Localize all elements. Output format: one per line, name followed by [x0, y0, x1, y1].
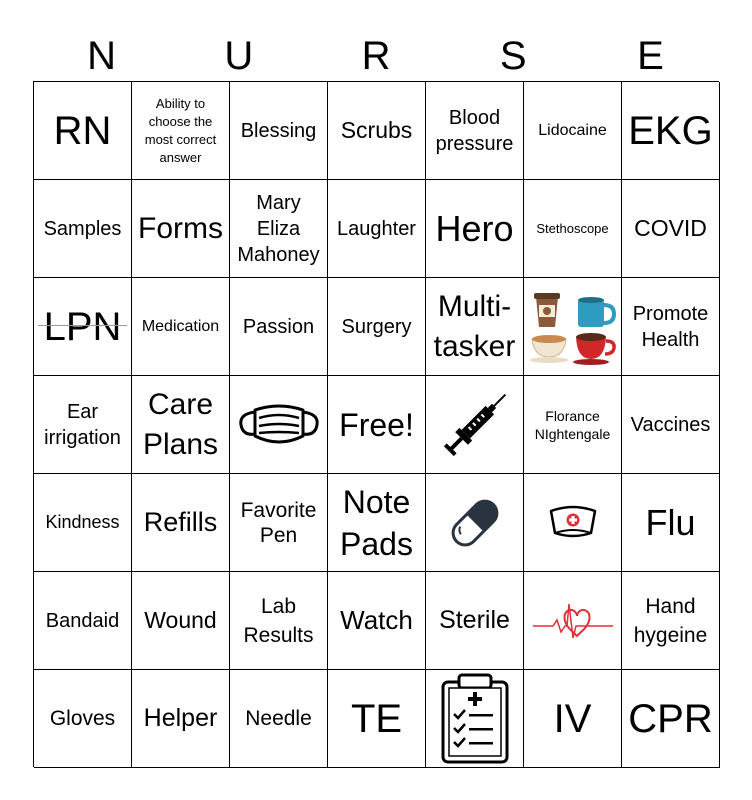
cell-text: Hero [435, 207, 514, 249]
cell-text: Promote Health [632, 302, 709, 351]
cell-text: Lidocaine [538, 122, 607, 139]
cell-text: Passion [242, 315, 315, 338]
cell-text: Favorite Pen [240, 498, 317, 547]
cell-text: Helper [143, 704, 218, 732]
bingo-cell[interactable] [34, 82, 132, 180]
face-mask-icon [237, 400, 321, 450]
cell-text: Free! [339, 406, 414, 443]
header-letter-r: R [361, 34, 391, 78]
bingo-cell[interactable] [426, 278, 524, 376]
bingo-cell[interactable] [622, 670, 720, 768]
cell-text: Blessing [240, 119, 317, 142]
cell-text: RN [53, 108, 112, 153]
bingo-cell[interactable] [132, 82, 230, 180]
cell-text: Multi-tasker [433, 289, 516, 363]
cell-text: Stethoscope [536, 220, 609, 236]
pill-capsule-icon [445, 493, 505, 553]
cell-text: Refills [143, 507, 218, 537]
cell-text: Sterile [439, 606, 510, 634]
bingo-cell[interactable] [328, 670, 426, 768]
cell-text: Hand hygeine [633, 594, 708, 647]
bingo-cell[interactable] [426, 572, 524, 670]
cell-text: Bandaid [45, 609, 120, 632]
bingo-cell[interactable] [426, 180, 524, 278]
clipboard-checklist-icon [439, 672, 511, 766]
bingo-cell[interactable] [524, 82, 622, 180]
bingo-header [33, 30, 719, 82]
cell-text: Forms [138, 211, 223, 245]
bingo-cell[interactable] [524, 180, 622, 278]
bingo-cell[interactable] [426, 670, 524, 768]
bingo-cell[interactable] [230, 376, 328, 474]
bingo-cell[interactable] [230, 180, 328, 278]
cell-text: IV [553, 696, 592, 741]
cell-text: Medication [141, 318, 220, 335]
bingo-cell[interactable] [426, 474, 524, 572]
cell-text: Needle [245, 707, 312, 730]
header-letter-n: N [87, 34, 117, 78]
bingo-cell[interactable] [328, 572, 426, 670]
cell-text: Florance NIghtengale [534, 407, 611, 442]
cell-text: Surgery [341, 315, 412, 338]
bingo-cell[interactable] [132, 180, 230, 278]
bingo-cell[interactable] [230, 474, 328, 572]
bingo-cell[interactable] [622, 82, 720, 180]
bingo-cell[interactable] [622, 278, 720, 376]
cell-text: Scrubs [340, 117, 413, 143]
bingo-cell[interactable] [132, 474, 230, 572]
bingo-cell[interactable] [524, 278, 622, 376]
cell-text: Note Pads [340, 483, 413, 562]
bingo-cell[interactable] [132, 670, 230, 768]
bingo-cell[interactable] [622, 376, 720, 474]
cell-text: LPN [43, 304, 122, 349]
bingo-cell[interactable] [622, 474, 720, 572]
bingo-cell[interactable] [132, 572, 230, 670]
cell-text: Lab Results [243, 594, 314, 647]
bingo-cell[interactable] [230, 278, 328, 376]
header-letter-u: U [224, 34, 254, 78]
bingo-cell[interactable] [524, 474, 622, 572]
cell-text: TE [350, 696, 403, 741]
bingo-cell[interactable] [230, 572, 328, 670]
bingo-cell[interactable] [524, 670, 622, 768]
cell-text: CPR [628, 696, 713, 741]
bingo-cell[interactable] [622, 572, 720, 670]
cell-text: EKG [628, 108, 713, 153]
cell-text: Vaccines [630, 413, 711, 436]
bingo-cell[interactable] [34, 670, 132, 768]
bingo-cell[interactable] [328, 180, 426, 278]
bingo-cell[interactable] [34, 180, 132, 278]
syringe-icon [432, 382, 518, 468]
cell-text: Kindness [45, 512, 120, 532]
bingo-cell[interactable] [426, 82, 524, 180]
bingo-cell[interactable] [230, 670, 328, 768]
bingo-cell[interactable] [34, 474, 132, 572]
bingo-cell[interactable] [328, 474, 426, 572]
cell-text: Gloves [49, 707, 116, 730]
bingo-cell[interactable] [426, 376, 524, 474]
bingo-cell[interactable] [328, 278, 426, 376]
cell-text: Flu [645, 501, 696, 543]
cell-text: Wound [144, 607, 217, 633]
bingo-cell[interactable] [34, 278, 132, 376]
cell-text: Ear irrigation [44, 400, 121, 449]
cell-text: Watch [340, 605, 413, 635]
coffee-cups-icon [528, 287, 618, 367]
cell-text: COVID [634, 215, 707, 241]
cell-text: Mary Eliza Mahoney [237, 191, 320, 266]
bingo-cell[interactable] [230, 82, 328, 180]
bingo-cell[interactable] [524, 376, 622, 474]
heartbeat-icon [531, 596, 615, 646]
bingo-cell[interactable] [328, 82, 426, 180]
bingo-cell[interactable] [34, 376, 132, 474]
cell-text: Ability to choose the most correct answer [144, 95, 217, 165]
bingo-cell[interactable] [34, 572, 132, 670]
header-letter-s: S [499, 34, 527, 78]
bingo-cell[interactable] [132, 376, 230, 474]
cell-text: Care Plans [142, 387, 219, 461]
bingo-cell[interactable] [132, 278, 230, 376]
header-letter-e: E [637, 34, 664, 78]
bingo-cell[interactable] [622, 180, 720, 278]
bingo-cell[interactable] [328, 376, 426, 474]
cell-text: Blood pressure [435, 106, 514, 155]
nurse-cap-icon [545, 503, 601, 543]
cell-text: Laughter [337, 217, 416, 240]
bingo-grid [33, 81, 719, 767]
bingo-cell[interactable] [524, 572, 622, 670]
cell-text: Samples [43, 217, 122, 240]
